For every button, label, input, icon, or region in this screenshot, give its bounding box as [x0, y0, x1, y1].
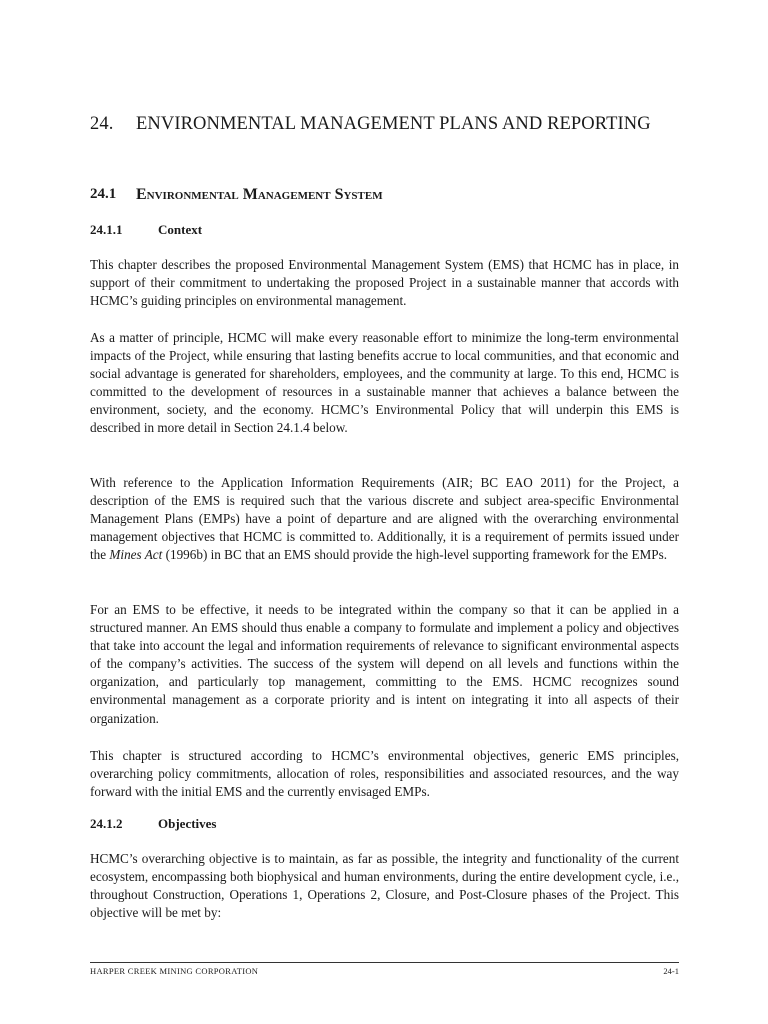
footer-page-number: 24-1: [663, 966, 679, 976]
footer-divider: [90, 962, 679, 963]
footer-company: HARPER CREEK MINING CORPORATION: [90, 966, 259, 976]
section-title: Environmental Management System: [136, 186, 383, 203]
paragraph-principle: As a matter of principle, HCMC will make every reasonable effort to minimize the long-term environmental impacts of the Project, while ensuring that lasting benefits accrue to local communities, and that economic and social advantage is generated for shareholders, employees, and the community at large. To this end, HCMC is committed to the development of resources in a sustainable manner that achieves a balance between the environment, society, and the economy. HCMC’s Environmental Policy that will underpin this EMS is described in more detail in Section 24.1.4 below.: [90, 330, 679, 436]
chapter-title: ENVIRONMENTAL MANAGEMENT PLANS AND REPORTING: [136, 114, 651, 134]
paragraph-objective: HCMC’s overarching objective is to maintain, as far as possible, the integrity and functionality of the current ecosystem, encompassing both biophysical and human environments, during the entire development cycle, i.e., throughout Construction, Operations 1, Operations 2, Closure, and Post-Closure phases of the Project. This objective will be met by:: [90, 851, 679, 921]
subsection-number: 24.1.1: [90, 222, 123, 237]
paragraph-intro: This chapter describes the proposed Environmental Management System (EMS) that HCMC has in place, in support of their commitment to undertaking the proposed Project in a sustainable manner that accords with HCMC’s guiding principles on environmental management.: [90, 257, 679, 309]
paragraph-air-reference: [90, 474, 679, 564]
subsection-number: 24.1.2: [90, 816, 123, 831]
subsection-title: Context: [158, 222, 203, 237]
mines-act-title: Mines Act: [109, 547, 163, 563]
paragraph-effective-ems: For an EMS to be effective, it needs to be integrated within the company so that it can be applied in a structured manner. An EMS should thus enable a company to formulate and implement a policy and objectives that take into account the legal and information requirements of relevance to significant environmental aspects of the company’s activities. The success of the system will depend on all levels and functions within the organization, and particularly top management, committing to the EMS. HCMC recognizes sound environmental management as a corporate priority and is intent on integrating it into all aspects of their organization.: [90, 602, 679, 726]
paragraph-air-text-1: With reference to the Application Information Requirements (AIR; BC EAO 2011) for the Project, a description of the EMS is required such that the various discrete and subject area-specific Environmental Management Plans (EMPs) have a point of departure and are aligned with the overarching environmental management objectives that HCMC is committed to. Additionally, it is a requirement of permits issued under the: [90, 475, 679, 563]
section-number: 24.1: [90, 186, 117, 202]
subsection-title: Objectives: [158, 816, 217, 831]
paragraph-air-text-2: (1996b) in BC that an EMS should provide the high-level supporting framework for the EMPs.: [162, 547, 667, 563]
chapter-number: 24.: [90, 114, 114, 134]
paragraph-structure: This chapter is structured according to HCMC’s environmental objectives, generic EMS principles, overarching policy commitments, allocation of roles, responsibilities and associated resources, and the way forward with the initial EMS and the currently envisaged EMPs.: [90, 748, 679, 800]
